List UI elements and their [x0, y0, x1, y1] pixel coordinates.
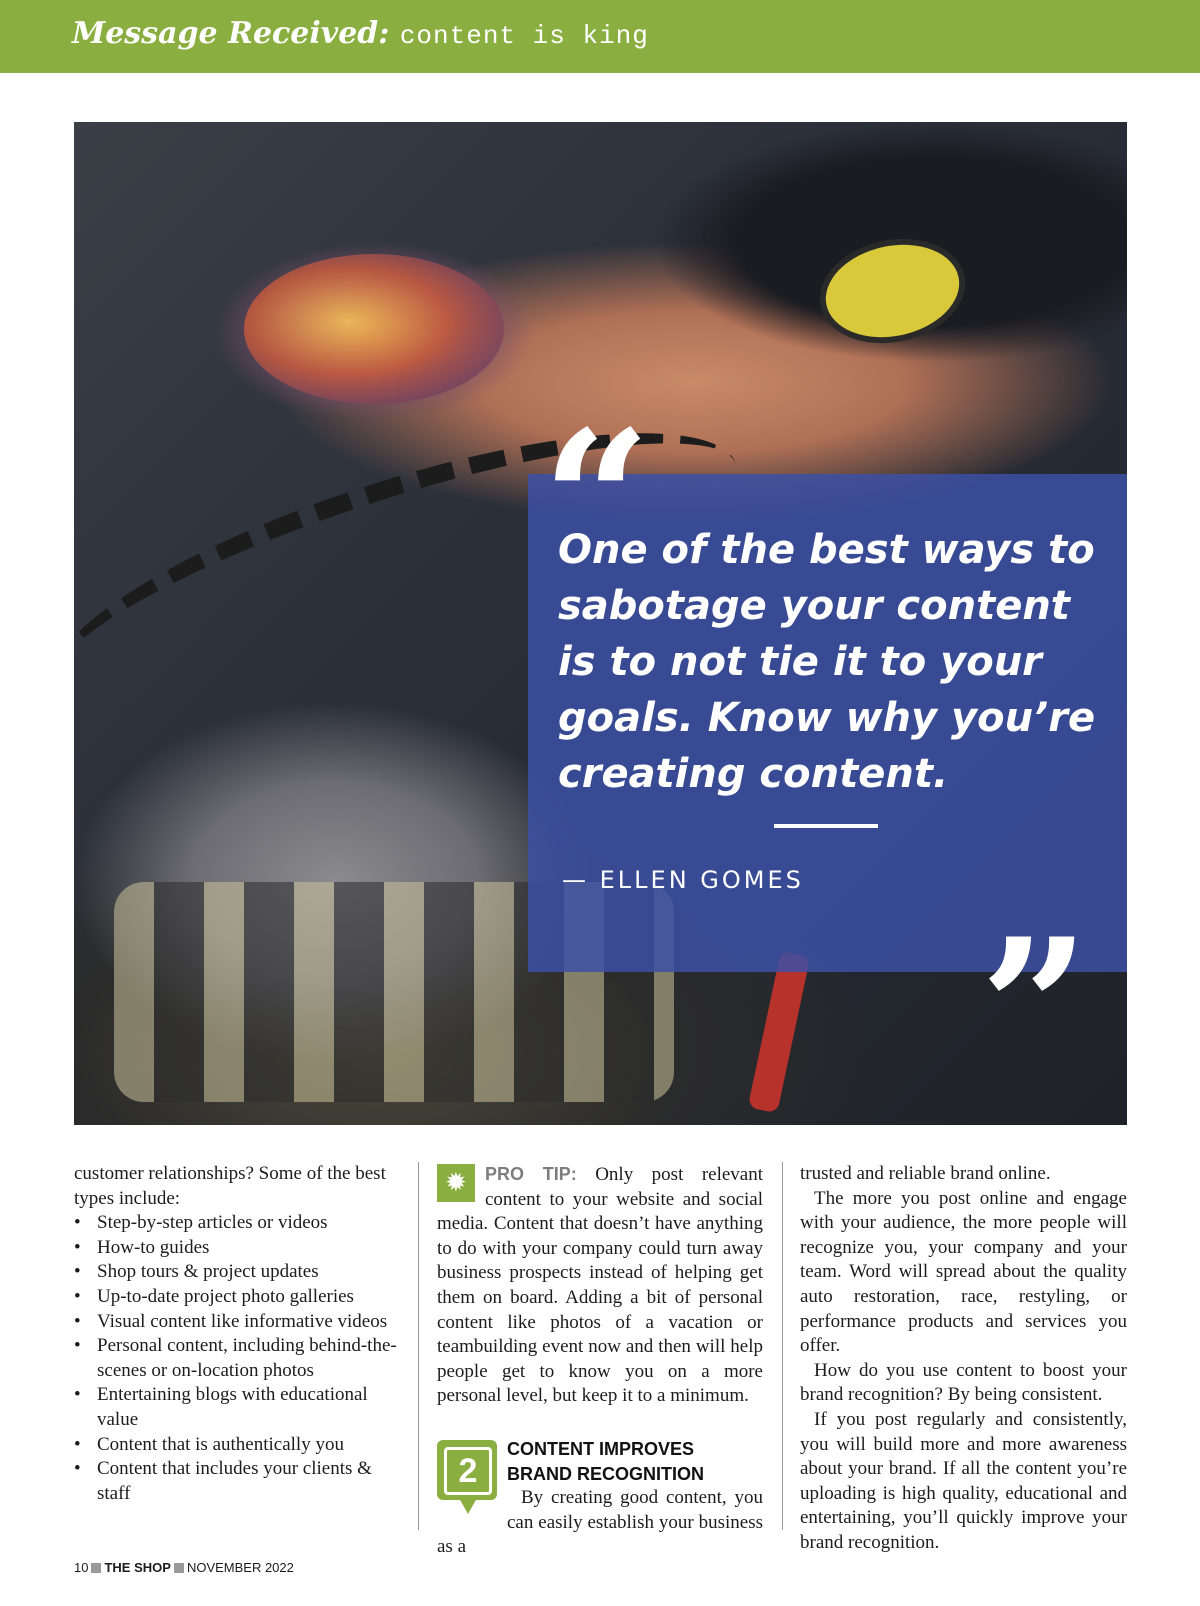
list-item: • Shop tours & project updates: [74, 1260, 402, 1285]
list-item: • Content that is authentically you: [74, 1433, 402, 1458]
pro-tip: [437, 1162, 763, 1409]
open-quote-icon: “: [542, 389, 652, 612]
header-title: [72, 16, 649, 51]
column-1-intro: customer relationships? Some of the best types include:: [74, 1163, 386, 1209]
pro-tip-text: Only post relevant content to your website and social media. Content that doesn’t have anything to do with your company could turn away business prospects instead of helping get them on board. Adding a bit of personal content like photos of a vacation or teambuilding event now and then will help people get to know you on a more personal level, but keep it to a minimum.: [437, 1164, 763, 1407]
spacer: [437, 1409, 763, 1437]
quote-author: — ELLEN GOMES: [562, 866, 804, 894]
list-item: • Personal content, including behind-the-scenes or on-location photos: [74, 1334, 402, 1383]
department-title: Message Received:: [72, 16, 390, 51]
column-3: [800, 1162, 1127, 1556]
department-subtitle: content is king: [399, 21, 649, 51]
column-1: [74, 1162, 402, 1506]
issue-date: NOVEMBER 2022: [186, 1560, 294, 1575]
column-divider: [782, 1162, 783, 1530]
content-types-list: [74, 1211, 402, 1506]
header-bar: [0, 0, 1200, 73]
section-number-badge: [437, 1440, 497, 1516]
gear-icon: ✹: [437, 1164, 475, 1202]
quote-divider: [774, 824, 878, 828]
list-item: • Up-to-date project photo galleries: [74, 1285, 402, 1310]
section-body: By creating good content, you can easily establish your business as a: [437, 1487, 763, 1558]
spark-plug-wire: [748, 951, 811, 1114]
section-heading: CONTENT IMPROVES BRAND RECOGNITION: [507, 1438, 704, 1484]
body-paragraph: How do you use content to boost your brand recognition? By being consistent.: [800, 1359, 1127, 1406]
list-item: • Content that includes your clients & staff: [74, 1457, 402, 1506]
page-footer: [74, 1560, 294, 1575]
body-paragraph: trusted and reliable brand online.: [800, 1163, 1051, 1184]
column-divider: [418, 1162, 419, 1530]
list-item: • Step-by-step articles or videos: [74, 1211, 402, 1236]
cap-patch: [810, 226, 975, 356]
pull-quote-text: One of the best ways to sabotage your content is to not tie it to your goals. Know why you’re creating content.: [558, 527, 1096, 797]
list-item: • Entertaining blogs with educational value: [74, 1383, 402, 1432]
close-quote-icon: ”: [980, 897, 1090, 1120]
list-item: • How-to guides: [74, 1236, 402, 1261]
list-item: • Visual content like informative videos: [74, 1310, 402, 1335]
feature-photo: [74, 122, 1127, 1125]
column-2: [437, 1162, 763, 1560]
pro-tip-label: PRO TIP:: [485, 1164, 577, 1184]
magazine-name: THE SHOP: [104, 1560, 171, 1575]
section-number: 2: [444, 1447, 492, 1495]
engine-cover-sticker: [244, 254, 504, 404]
section-2: [437, 1437, 763, 1560]
body-paragraph: If you post regularly and consistently, you will build more and more awareness about your brand. If all the content you’re uploading is high quality, educational and entertaining, you’ll quickly improve your brand recognition.: [800, 1408, 1127, 1553]
page-number: 10: [74, 1560, 89, 1575]
body-paragraph: The more you post online and engage with your audience, the more people will recognize you, your company and your team. Word will spread about the quality auto restoration, race, restyling, or performance products and services you offer.: [800, 1187, 1127, 1357]
